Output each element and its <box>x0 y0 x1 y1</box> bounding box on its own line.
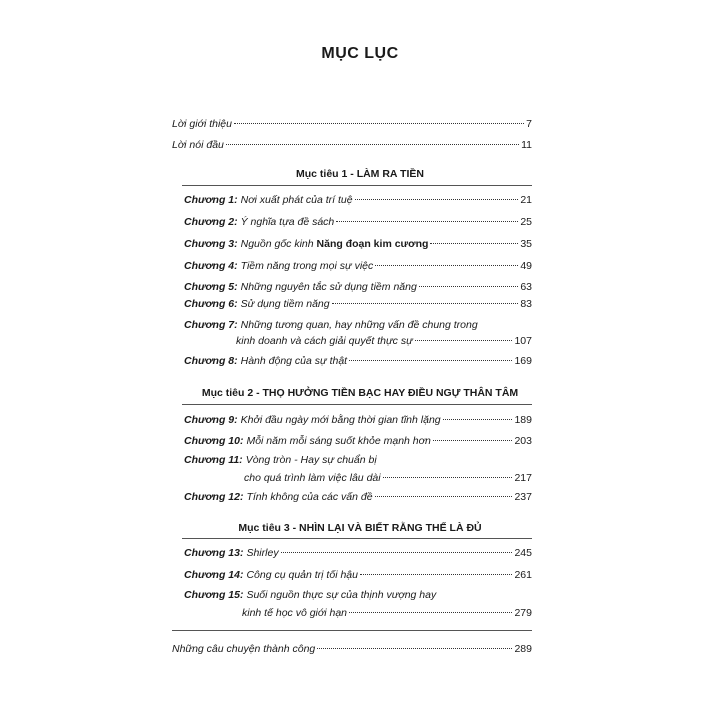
page-number: 261 <box>514 569 532 581</box>
chapter-label: Chương 8: <box>184 355 238 367</box>
chapter-title: Sử dụng tiềm năng <box>240 298 330 310</box>
chapter-label: Chương 5: <box>184 281 238 293</box>
toc-entry-chapter-7[interactable] <box>184 318 532 332</box>
page-number: 35 <box>520 238 532 250</box>
chapter-title: Nguồn gốc kinh Năng đoạn kim cương <box>240 238 429 250</box>
section-divider <box>182 185 532 186</box>
page-number: 25 <box>520 216 532 228</box>
section-divider <box>182 404 532 405</box>
toc-entry-chapter-3[interactable] <box>184 237 532 251</box>
page-number: 11 <box>521 139 532 151</box>
toc-entry-chapter-5[interactable] <box>184 280 532 294</box>
toc-entry-chapter-9[interactable] <box>184 413 532 427</box>
dot-leader <box>360 574 513 575</box>
chapter-label: Chương 9: <box>184 414 238 426</box>
section-title-1: Mục tiêu 1 - LÀM RA TIỀN <box>296 168 424 180</box>
chapter-title-continued: kinh tế học vô giới hạn <box>242 607 347 619</box>
chapter-title: Những nguyên tắc sử dụng tiềm năng <box>240 281 417 293</box>
page-number: 169 <box>514 355 532 367</box>
chapter-label: Chương 7: <box>184 319 238 331</box>
page-number: 21 <box>520 194 532 206</box>
toc-entry-chapter-14[interactable] <box>184 568 532 582</box>
chapter-title-continued: kinh doanh và cách giải quyết thực sự <box>236 335 413 347</box>
chapter-label: Chương 1: <box>184 194 238 206</box>
chapter-label: Chương 10: <box>184 435 244 447</box>
chapter-title: Shirley <box>246 547 279 559</box>
chapter-label: Chương 4: <box>184 260 238 272</box>
page-number: 107 <box>514 335 532 347</box>
dot-leader <box>375 265 518 266</box>
toc-entry-preface[interactable] <box>172 138 532 152</box>
chapter-title: Khởi đầu ngày mới bằng thời gian tĩnh lặng <box>240 414 441 426</box>
dot-leader <box>433 440 513 441</box>
page-number: 189 <box>514 414 532 426</box>
toc-entry-success-stories[interactable] <box>172 642 532 656</box>
toc-entry-intro[interactable] <box>172 117 532 131</box>
chapter-label: Chương 11: <box>184 454 243 466</box>
dot-leader <box>317 648 512 649</box>
chapter-label: Chương 2: <box>184 216 238 228</box>
chapter-title: Tính không của các vấn đề <box>246 491 373 503</box>
page-number: 217 <box>514 472 532 484</box>
dot-leader <box>355 199 519 200</box>
section-divider <box>182 538 532 539</box>
chapter-label: Chương 13: <box>184 547 244 559</box>
dot-leader <box>430 243 518 244</box>
page-number: 49 <box>520 260 532 272</box>
toc-entry-chapter-12[interactable] <box>184 490 532 504</box>
toc-entry-chapter-7-cont[interactable] <box>236 334 532 348</box>
page-number: 7 <box>526 118 532 130</box>
toc-entry-chapter-4[interactable] <box>184 259 532 273</box>
chapter-title: Vòng tròn - Hay sự chuẩn bị <box>245 454 377 466</box>
chapter-title: Suối nguồn thực sự của thịnh vượng hay <box>246 589 437 601</box>
chapter-title: Hành động của sự thật <box>240 355 348 367</box>
chapter-title: Tiềm năng trong mọi sự việc <box>240 260 374 272</box>
chapter-label: Chương 12: <box>184 491 244 503</box>
dot-leader <box>336 221 518 222</box>
dot-leader <box>349 360 512 361</box>
page-number: 237 <box>514 491 532 503</box>
book-title-emphasis: Năng đoạn kim cương <box>316 238 429 250</box>
chapter-title: Ý nghĩa tựa đề sách <box>240 216 335 228</box>
chapter-label: Chương 14: <box>184 569 244 581</box>
section-title-2: Mục tiêu 2 - THỌ HƯỞNG TIỀN BẠC HAY ĐIỀU NGỰ THÂN TÂM <box>201 387 519 399</box>
section-title-3: Mục tiêu 3 - NHÌN LẠI VÀ BIẾT RẰNG THẾ LÀ ĐỦ <box>238 522 482 534</box>
page-number: 289 <box>514 643 532 655</box>
entry-text: Lời nói đầu <box>172 139 224 151</box>
toc-entry-chapter-1[interactable] <box>184 193 532 207</box>
page-number: 203 <box>514 435 532 447</box>
chapter-label: Chương 6: <box>184 298 238 310</box>
closing-divider <box>172 630 532 631</box>
page-number: 83 <box>520 298 532 310</box>
toc-entry-chapter-15[interactable] <box>184 588 532 602</box>
toc-entry-chapter-11[interactable] <box>184 453 532 467</box>
dot-leader <box>226 144 519 145</box>
toc-entry-chapter-2[interactable] <box>184 215 532 229</box>
chapter-label: Chương 15: <box>184 589 244 601</box>
dot-leader <box>281 552 513 553</box>
dot-leader <box>415 340 513 341</box>
page-title: MỤC LỤC <box>321 45 399 62</box>
page-number: 245 <box>514 547 532 559</box>
dot-leader <box>234 123 524 124</box>
toc-entry-chapter-11-cont[interactable] <box>244 471 532 485</box>
chapter-title: Nơi xuất phát của trí tuệ <box>240 194 353 206</box>
chapter-title-continued: cho quá trình làm việc lâu dài <box>244 472 381 484</box>
toc-entry-chapter-8[interactable] <box>184 354 532 368</box>
dot-leader <box>375 496 513 497</box>
dot-leader <box>443 419 513 420</box>
entry-text: Những câu chuyện thành công <box>172 643 316 655</box>
dot-leader <box>332 303 519 304</box>
toc-entry-chapter-15-cont[interactable] <box>242 606 532 620</box>
chapter-title: Mỗi năm mỗi sáng suốt khỏe mạnh hơn <box>246 435 431 447</box>
toc-entry-chapter-6[interactable] <box>184 297 532 311</box>
page-number: 63 <box>520 281 532 293</box>
chapter-label: Chương 3: <box>184 238 238 250</box>
page-number: 279 <box>514 607 532 619</box>
entry-text: Lời giới thiệu <box>172 118 232 130</box>
chapter-title: Những tương quan, hay những vấn đề chung trong <box>240 319 478 331</box>
toc-entry-chapter-10[interactable] <box>184 434 532 448</box>
dot-leader <box>349 612 512 613</box>
chapter-title: Công cụ quản trị tối hậu <box>246 569 358 581</box>
toc-entry-chapter-13[interactable] <box>184 546 532 560</box>
dot-leader <box>383 477 513 478</box>
dot-leader <box>419 286 519 287</box>
